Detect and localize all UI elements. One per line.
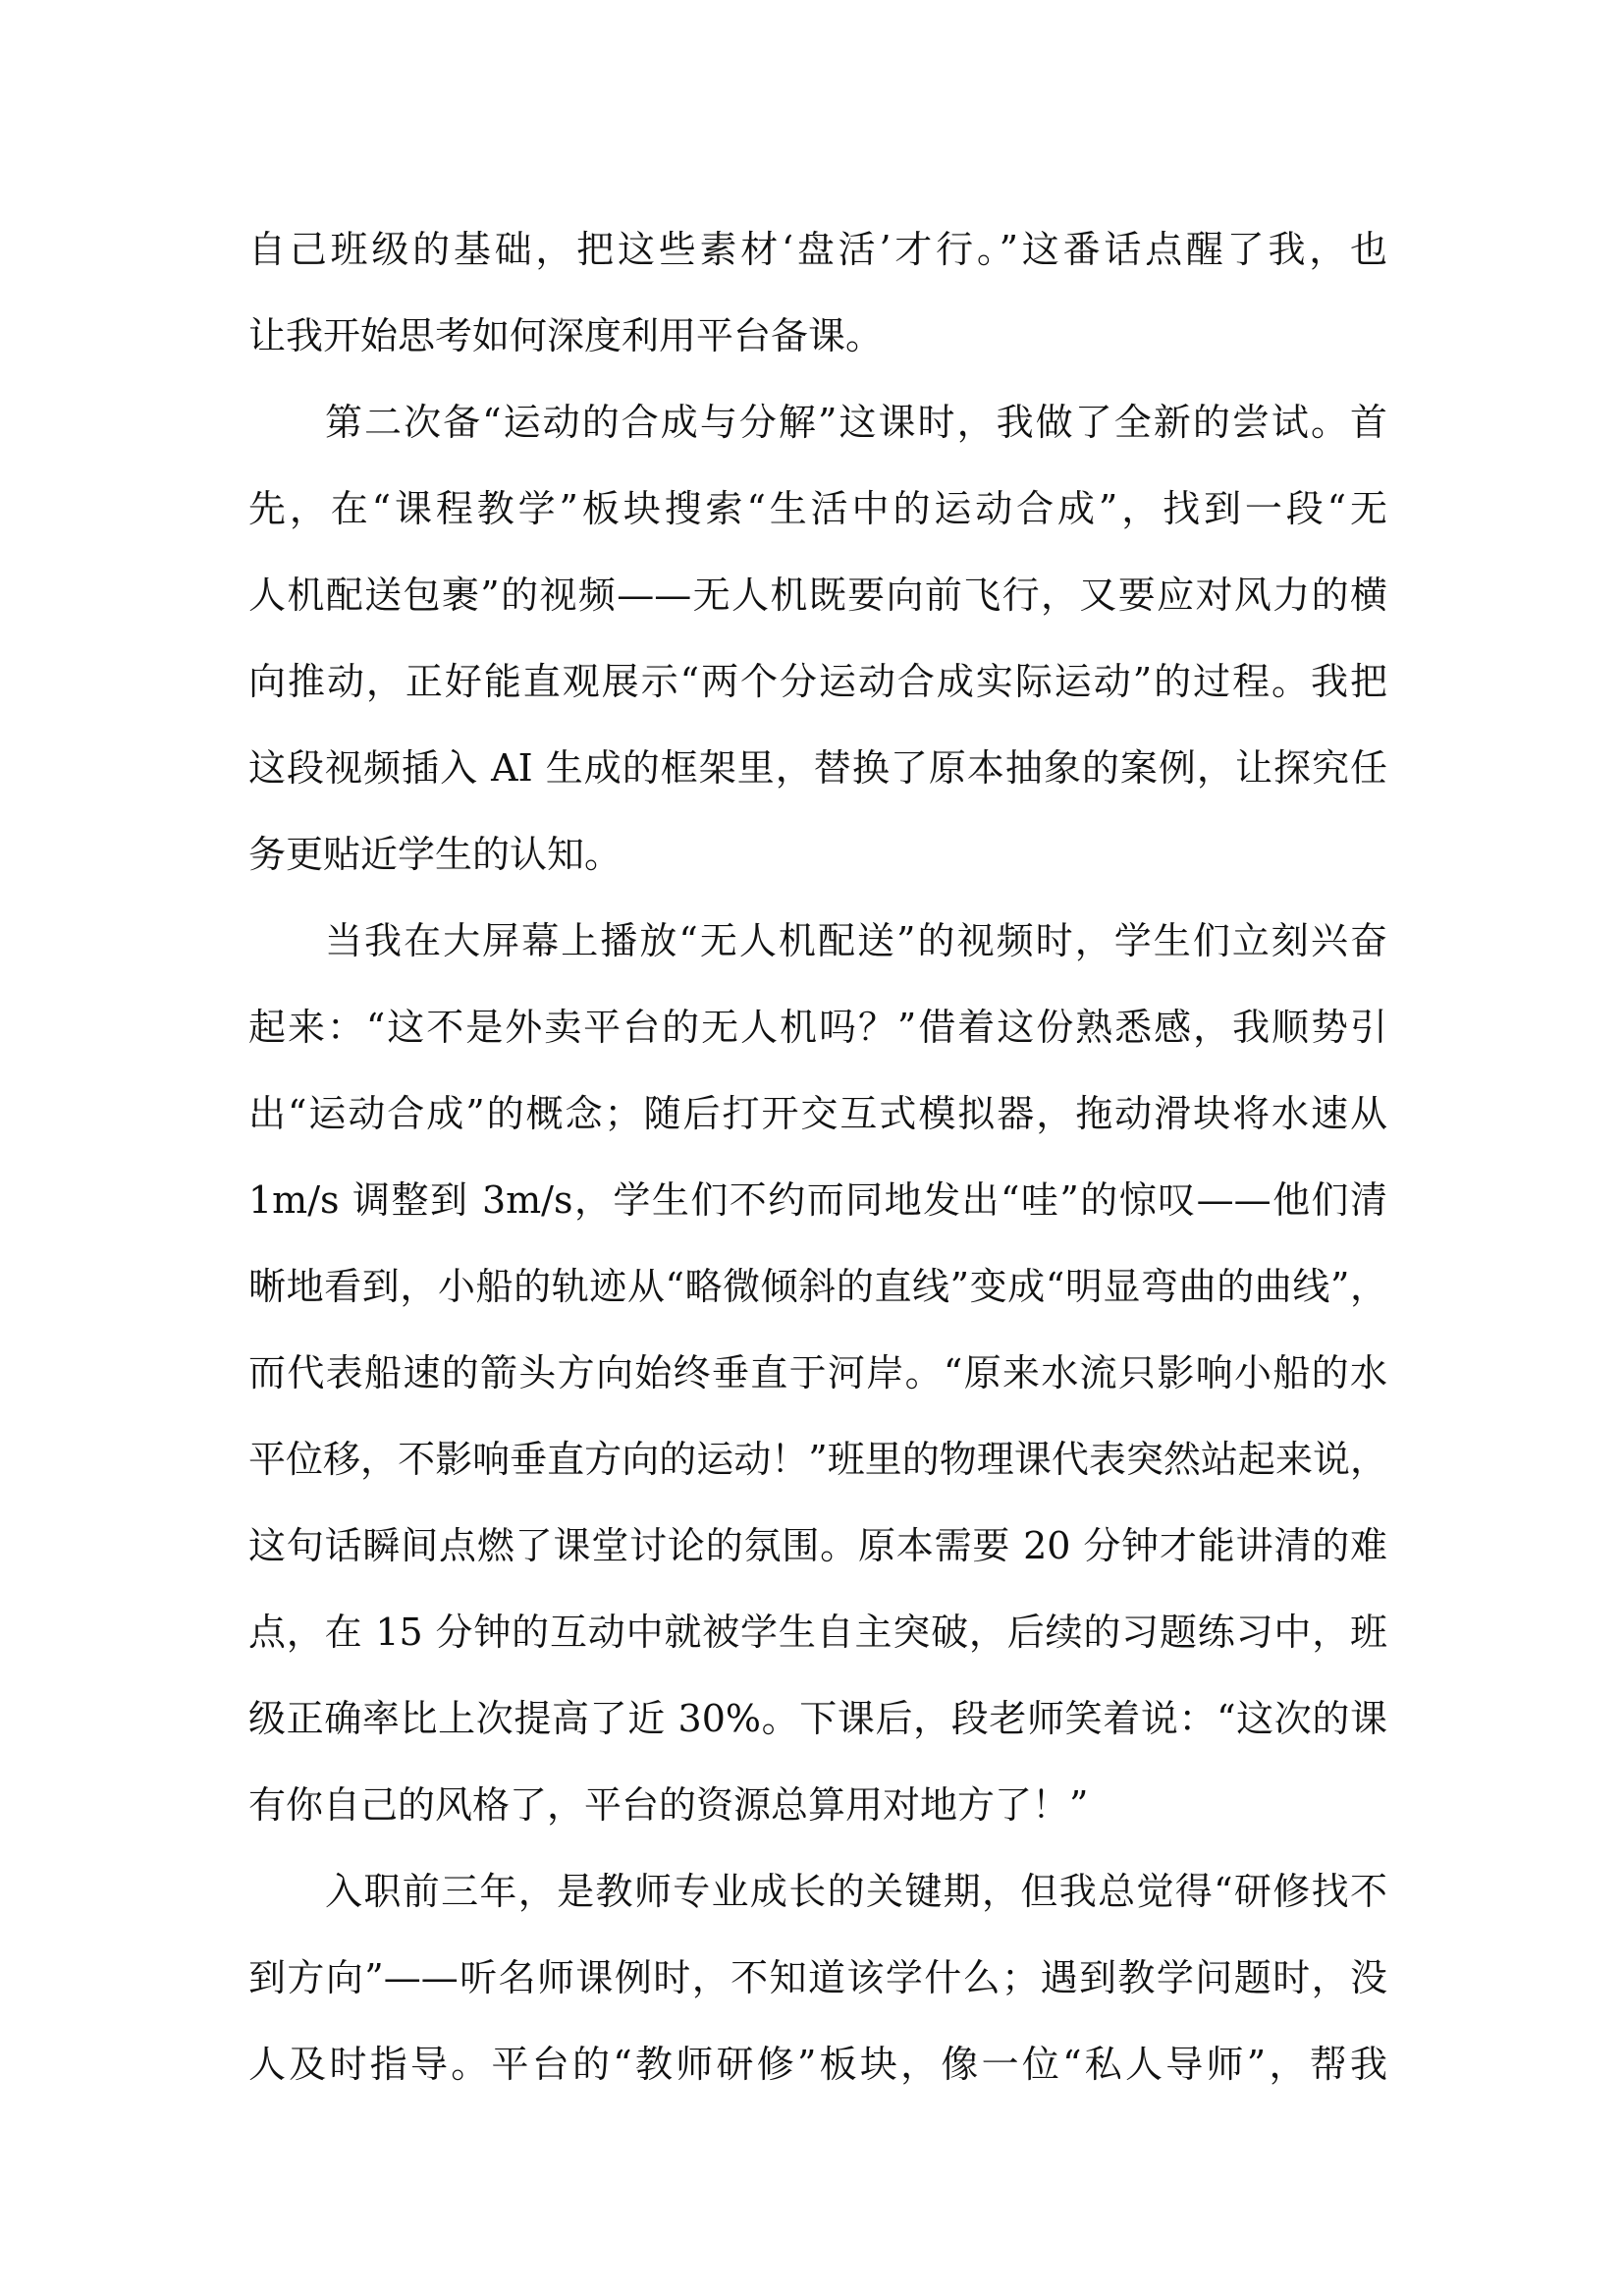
text-line: 有你自己的风格了，平台的资源总算用对地方了！”	[248, 1783, 1089, 1827]
text-line: 点，在 15 分钟的互动中就被学生自主突破，后续的习题练习中，班	[248, 1611, 1387, 1654]
text-line: 晰地看到，小船的轨迹从“略微倾斜的直线”变成“明显弯曲的曲线”，	[248, 1265, 1387, 1308]
text-line: 而代表船速的箭头方向始终垂直于河岸。“原来水流只影响小船的水	[248, 1351, 1387, 1394]
text-line: 出“运动合成”的概念；随后打开交互式模拟器，拖动滑块将水速从	[248, 1092, 1387, 1135]
text-line: 到方向”——听名师课例时，不知道该学什么；遇到教学问题时，没	[248, 1956, 1387, 1999]
text-line: 让我开始思考如何深度利用平台备课。	[248, 314, 884, 357]
text-line: 务更贴近学生的认知。	[248, 833, 622, 876]
text-line: 人及时指导。平台的“教师研修”板块，像一位“私人导师”，帮我	[248, 2043, 1387, 2086]
text-line: 第二次备“运动的合成与分解”这课时，我做了全新的尝试。首	[325, 401, 1387, 444]
text-line: 向推动，正好能直观展示“两个分运动合成实际运动”的过程。我把	[248, 660, 1387, 703]
text-line: 平位移，不影响垂直方向的运动！”班里的物理课代表突然站起来说，	[248, 1438, 1387, 1481]
text-line: 1m/s 调整到 3m/s，学生们不约而同地发出“哇”的惊叹——他们清	[248, 1178, 1387, 1222]
text-line: 这句话瞬间点燃了课堂讨论的氛围。原本需要 20 分钟才能讲清的难	[248, 1524, 1387, 1567]
text-line: 先，在“课程教学”板块搜索“生活中的运动合成”，找到一段“无	[248, 487, 1387, 530]
body-text	[248, 206, 1387, 2107]
text-line: 入职前三年，是教师专业成长的关键期，但我总觉得“研修找不	[325, 1870, 1387, 1913]
text-line: 级正确率比上次提高了近 30%。下课后，段老师笑着说：“这次的课	[248, 1697, 1387, 1740]
text-line: 当我在大屏幕上播放“无人机配送”的视频时，学生们立刻兴奋	[325, 919, 1387, 962]
text-line: 人机配送包裹”的视频——无人机既要向前飞行，又要应对风力的横	[248, 574, 1387, 617]
text-line: 起来：“这不是外卖平台的无人机吗？”借着这份熟悉感，我顺势引	[248, 1006, 1387, 1049]
text-line: 自己班级的基础，把这些素材‘盘活’才行。”这番话点醒了我，也	[248, 228, 1387, 271]
text-line: 这段视频插入 AI 生成的框架里，替换了原本抽象的案例，让探究任	[248, 746, 1387, 790]
